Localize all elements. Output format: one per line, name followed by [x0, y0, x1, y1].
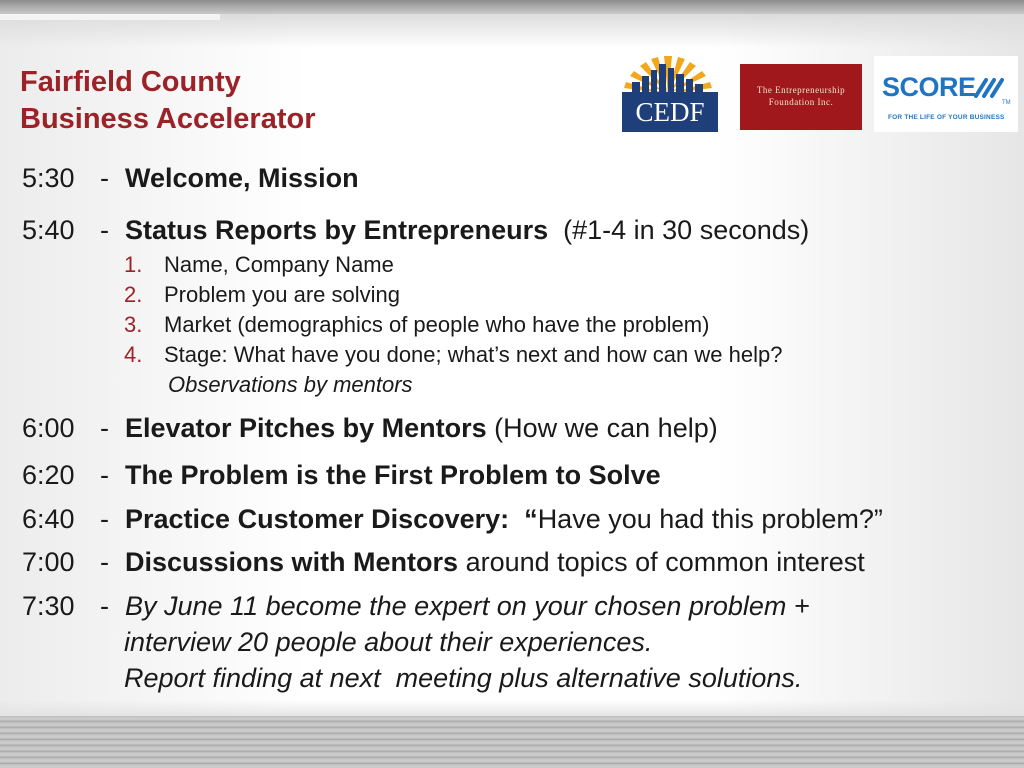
agenda-topic: The Problem is the First Problem to Solve [125, 460, 661, 490]
skyline-sunburst-icon [618, 54, 718, 94]
agenda-dash: - [100, 591, 109, 621]
cedf-wordmark: CEDF [622, 92, 718, 132]
agenda-row [22, 590, 810, 622]
score-trademark: TM [1002, 100, 1011, 106]
top-bar-highlight [0, 14, 220, 20]
score-swoosh-icon [972, 74, 1006, 100]
list-item-number: 2. [124, 282, 143, 307]
list-item [124, 310, 782, 340]
agenda-row [22, 503, 883, 535]
assignment-line: interview 20 people about their experiences. [124, 627, 653, 657]
agenda-time: 6:00 [22, 413, 75, 443]
agenda-row [22, 546, 865, 578]
list-item [124, 280, 782, 310]
agenda-time: 6:20 [22, 460, 75, 490]
agenda-row [22, 459, 661, 491]
agenda-assignment: By June 11 become the expert on your chosen problem + [125, 591, 810, 621]
list-item-number: 3. [124, 312, 143, 337]
ef-logo-line1: The Entrepreneurship [756, 85, 846, 95]
list-item-number: 4. [124, 342, 143, 367]
sponsor-logos [616, 52, 1018, 136]
agenda-detail: (#1-4 in 30 seconds) [548, 215, 810, 245]
list-item-text: Name, Company Name [164, 252, 394, 277]
status-report-list [124, 250, 782, 370]
agenda-topic: Elevator Pitches by Mentors [125, 413, 487, 443]
agenda-dash: - [100, 163, 109, 193]
ef-logo-line2: Foundation Inc. [768, 97, 834, 107]
agenda-row [22, 162, 359, 194]
list-item [124, 340, 782, 370]
agenda-time: 7:30 [22, 591, 75, 621]
list-item-text: Stage: What have you done; what’s next and how can we help? [164, 342, 783, 367]
agenda-dash: - [100, 547, 109, 577]
bottom-decorative-bar [0, 716, 1024, 768]
agenda-detail: around topics of common interest [458, 547, 865, 577]
agenda-time: 6:40 [22, 504, 75, 534]
top-decorative-bar [0, 0, 1024, 14]
cedf-logo [616, 54, 720, 134]
agenda-topic: Status Reports by Entrepreneurs [125, 215, 549, 245]
list-item-text: Market (demographics of people who have the problem) [164, 312, 710, 337]
agenda-time: 5:40 [22, 215, 75, 245]
agenda-topic: Discussions with Mentors [125, 547, 459, 577]
agenda-dash: - [100, 460, 109, 490]
agenda-time: 7:00 [22, 547, 75, 577]
agenda-detail: Have you had this problem?” [537, 504, 883, 534]
agenda-topic: Practice Customer Discovery: “ [125, 504, 538, 534]
list-item [124, 250, 782, 280]
agenda-row [22, 214, 809, 246]
entrepreneurship-foundation-logo [740, 64, 862, 130]
agenda-row [22, 412, 718, 444]
slide-title [20, 64, 316, 138]
agenda-detail: (How we can help) [486, 413, 718, 443]
slide-title-line2: Business Accelerator [20, 103, 316, 135]
agenda-dash: - [100, 413, 109, 443]
assignment-line: Report finding at next meeting plus alternative solutions. [124, 663, 803, 693]
agenda-topic: Welcome, Mission [125, 163, 359, 193]
agenda-time: 5:30 [22, 163, 75, 193]
score-logo [874, 56, 1018, 132]
agenda-dash: - [100, 215, 109, 245]
list-item-text: Problem you are solving [164, 282, 401, 307]
observations-note: Observations by mentors [168, 372, 413, 397]
score-tagline: FOR THE LIFE OF YOUR BUSINESS [888, 114, 1005, 121]
score-wordmark: SCORE [882, 72, 976, 102]
list-item-number: 1. [124, 252, 143, 277]
slide-title-line1: Fairfield County [20, 66, 241, 98]
agenda-dash: - [100, 504, 109, 534]
